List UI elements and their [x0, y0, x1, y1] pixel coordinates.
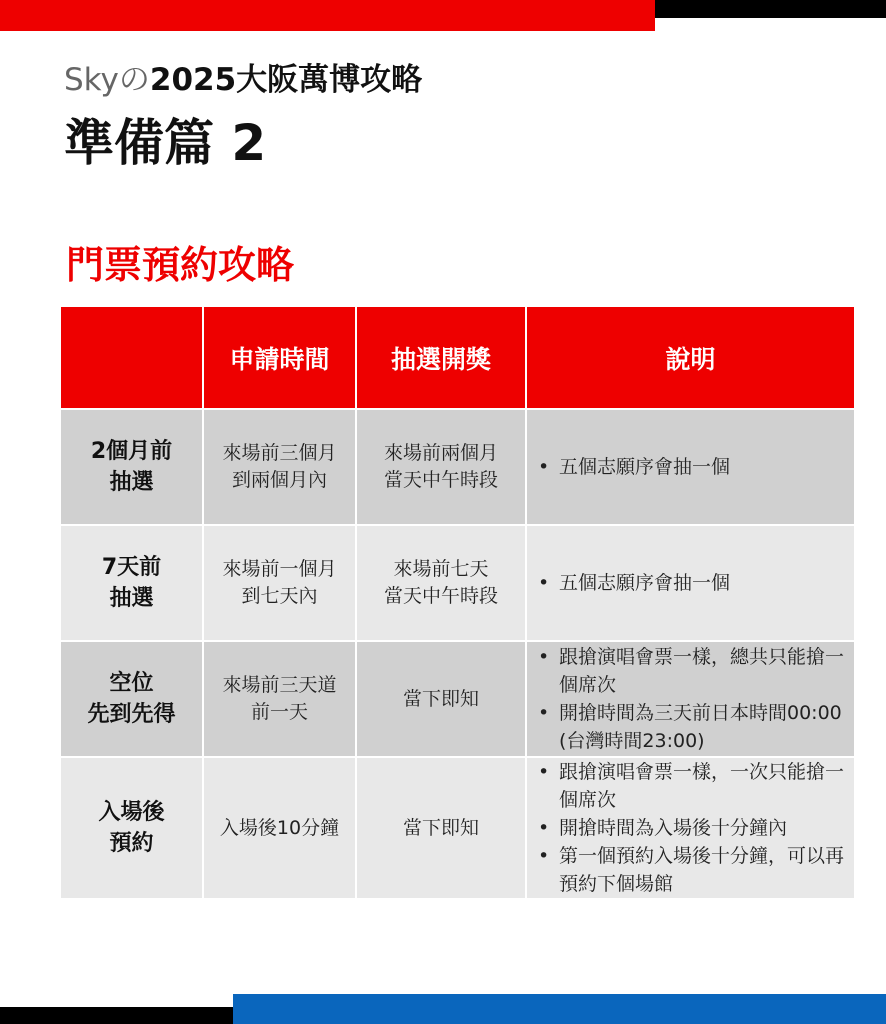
note-item: • 第一個預約入場後十分鐘，可以再預約下個場館 [535, 842, 848, 898]
note-item: • 五個志願序會抽一個 [535, 453, 848, 481]
header-description: 說明 [526, 306, 855, 409]
plan-line: 抽選 [109, 586, 154, 611]
top-red-bar [0, 0, 655, 31]
section-title: 門票預約攻略 [66, 243, 295, 287]
plan-line: 空位 [109, 671, 154, 696]
brand-name: Skyの [64, 62, 150, 98]
plan-cell [60, 641, 203, 757]
apply-line: 到七天內 [241, 585, 318, 607]
description-cell [526, 757, 855, 899]
note-item: • 跟搶演唱會票一樣，一次只能搶一個席次 [535, 758, 848, 814]
apply-cell [203, 757, 356, 899]
table-row [60, 525, 855, 641]
plan-line: 預約 [109, 831, 154, 856]
note-item: • 跟搶演唱會票一樣，總共只能搶一個席次 [535, 643, 848, 699]
apply-cell [203, 525, 356, 641]
note-item: • 開搶時間為三天前日本時間00:00 (台灣時間23:00) [535, 699, 848, 755]
table-row [60, 409, 855, 525]
draw-line: 當天中午時段 [383, 469, 498, 491]
bottom-blue-bar [233, 994, 886, 1024]
apply-line: 前一天 [250, 701, 308, 723]
apply-line: 來場前一個月 [222, 558, 337, 580]
plan-line: 2個月前 [90, 439, 173, 464]
header [64, 58, 422, 176]
draw-cell [356, 525, 526, 641]
note-list [535, 453, 848, 481]
note-item: • 五個志願序會抽一個 [535, 569, 848, 597]
header-draw-result: 抽選開獎 [356, 306, 526, 409]
apply-cell [203, 641, 356, 757]
draw-line: 當下即知 [402, 816, 479, 839]
draw-cell [356, 757, 526, 899]
header-empty [60, 306, 203, 409]
description-cell [526, 409, 855, 525]
page-title: 準備篇 2 [64, 114, 267, 172]
description-cell [526, 641, 855, 757]
note-item: • 開搶時間為入場後十分鐘內 [535, 814, 848, 842]
note-list [535, 758, 848, 898]
draw-line: 來場前七天 [393, 558, 489, 580]
plan-cell [60, 757, 203, 899]
plan-line: 抽選 [109, 470, 154, 495]
plan-cell [60, 525, 203, 641]
draw-cell [356, 641, 526, 757]
header-apply-time: 申請時間 [203, 306, 356, 409]
brand-subtitle: 2025大阪萬博攻略 [149, 62, 423, 98]
plan-line: 入場後 [98, 800, 165, 825]
draw-cell [356, 409, 526, 525]
note-list [535, 569, 848, 597]
draw-line: 當天中午時段 [383, 585, 498, 607]
apply-cell [203, 409, 356, 525]
plan-line: 7天前 [101, 555, 162, 580]
bottom-black-bar [0, 1007, 233, 1024]
apply-line: 來場前三天道 [222, 674, 337, 696]
plan-line: 先到先得 [87, 702, 176, 727]
apply-line: 到兩個月內 [231, 469, 327, 491]
plan-cell [60, 409, 203, 525]
table-row [60, 641, 855, 757]
note-list [535, 643, 848, 755]
ticket-reservation-table [59, 305, 856, 900]
description-cell [526, 525, 855, 641]
draw-line: 來場前兩個月 [383, 442, 498, 464]
brand-line [64, 58, 422, 102]
table-header-row [60, 306, 855, 409]
apply-line: 來場前三個月 [222, 442, 337, 464]
apply-line: 入場後10分鐘 [219, 816, 340, 839]
draw-line: 當下即知 [402, 687, 479, 710]
table-row [60, 757, 855, 899]
top-black-bar [655, 0, 886, 18]
